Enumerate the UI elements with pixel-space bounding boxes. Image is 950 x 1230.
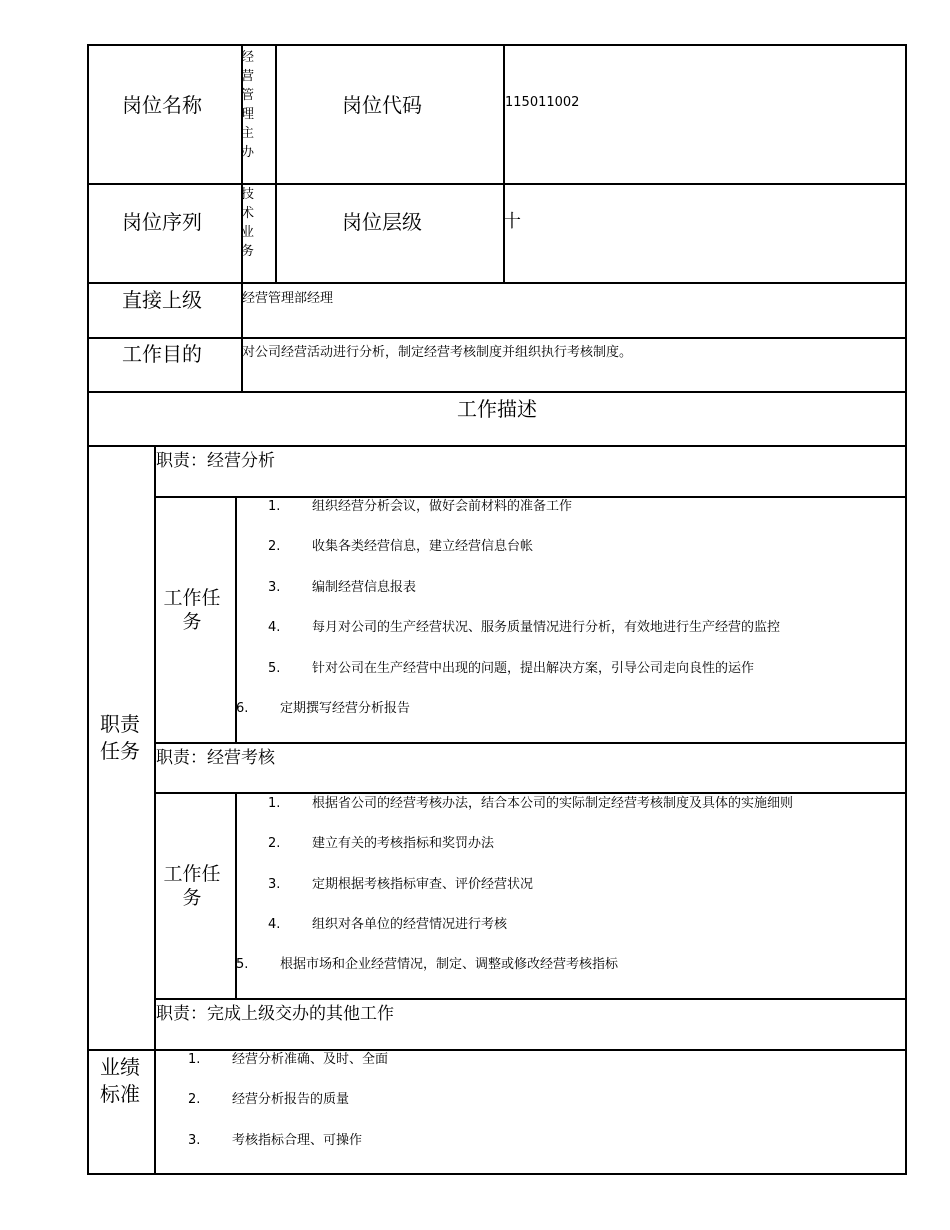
performance-label bbox=[100, 1054, 144, 1108]
task-text: 收集各类经营信息，建立经营信息台帐 bbox=[312, 539, 534, 554]
duty-1-task-1 bbox=[268, 498, 572, 516]
task-number: 6. bbox=[236, 701, 249, 716]
duty-2-task-2 bbox=[268, 835, 494, 853]
task-text: 定期根据考核指标审查、评价经营状况 bbox=[312, 877, 534, 892]
purpose-label: 工作目的 bbox=[122, 342, 202, 366]
duty-1-task-label-text: 工作任务 bbox=[163, 587, 221, 633]
duty-2-task-label bbox=[158, 862, 226, 910]
post-name-value: 经营管理主办 bbox=[241, 50, 255, 160]
task-text: 建立有关的考核指标和奖罚办法 bbox=[312, 836, 495, 851]
task-number: 2. bbox=[268, 836, 281, 851]
task-number: 1. bbox=[268, 499, 281, 514]
post-series-value: 技术业务 bbox=[241, 187, 255, 259]
task-number: 1. bbox=[268, 796, 281, 811]
task-number: 3. bbox=[268, 580, 281, 595]
col-divider bbox=[275, 45, 277, 283]
purpose-value: 对公司经营活动进行分析，制定经营考核制度并组织执行考核制度。 bbox=[242, 345, 633, 360]
task-number: 2. bbox=[268, 539, 281, 554]
col-divider bbox=[503, 45, 505, 283]
duty-2-task-4 bbox=[268, 916, 507, 934]
section-title: 工作描述 bbox=[457, 397, 537, 421]
row-divider bbox=[155, 998, 906, 1000]
task-number: 4. bbox=[268, 917, 281, 932]
item-text: 经营分析报告的质量 bbox=[232, 1092, 350, 1107]
duty-1-task-2 bbox=[268, 538, 533, 556]
superior-value: 经营管理部经理 bbox=[242, 291, 334, 306]
task-text: 每月对公司的生产经营状况、服务质量情况进行分析，有效地进行生产经营的监控 bbox=[312, 620, 781, 635]
task-text: 针对公司在生产经营中出现的问题，提出解决方案，引导公司走向良性的运作 bbox=[312, 661, 755, 676]
row-divider bbox=[155, 742, 906, 744]
duty-1-label-text: 职责：经营分析 bbox=[156, 451, 275, 471]
task-text: 编制经营信息报表 bbox=[312, 580, 417, 595]
duty-1-label bbox=[156, 451, 275, 471]
performance-item-3 bbox=[188, 1132, 362, 1150]
col-divider bbox=[154, 446, 156, 1174]
row-divider bbox=[88, 183, 906, 185]
performance-item-2 bbox=[188, 1091, 349, 1109]
post-code-label: 岗位代码 bbox=[342, 93, 422, 117]
post-name-label: 岗位名称 bbox=[122, 93, 202, 117]
item-number: 1. bbox=[188, 1052, 201, 1067]
item-text: 经营分析准确、及时、全面 bbox=[232, 1052, 389, 1067]
duty-2-task-3 bbox=[268, 876, 533, 894]
duty-side-label bbox=[100, 711, 144, 765]
duty-1-task-label bbox=[158, 586, 226, 634]
item-text: 考核指标合理、可操作 bbox=[232, 1133, 363, 1148]
performance-item-1 bbox=[188, 1051, 388, 1069]
duty-2-task-label-text: 工作任务 bbox=[163, 863, 221, 909]
row-divider bbox=[88, 282, 906, 284]
duty-1-task-6 bbox=[236, 700, 410, 718]
task-text: 根据省公司的经营考核办法，结合本公司的实际制定经营考核制度及具体的实施细则 bbox=[312, 796, 794, 811]
duty-side-label-text: 职责任务 bbox=[100, 712, 140, 763]
duty-2-task-1 bbox=[268, 795, 793, 813]
item-number: 3. bbox=[188, 1133, 201, 1148]
duty-2-label-text: 职责：经营考核 bbox=[156, 748, 275, 768]
duty-1-task-5 bbox=[268, 660, 754, 678]
duty-1-task-3 bbox=[268, 579, 416, 597]
row-divider bbox=[88, 391, 906, 393]
task-text: 定期撰写经营分析报告 bbox=[280, 701, 411, 716]
duty-2-label bbox=[156, 748, 275, 768]
post-code-value: 115011002 bbox=[505, 95, 580, 110]
other-duty-text: 职责：完成上级交办的其他工作 bbox=[156, 1004, 394, 1024]
superior-label: 直接上级 bbox=[122, 288, 202, 312]
duty-1-task-4 bbox=[268, 619, 780, 637]
row-divider bbox=[155, 792, 906, 794]
task-text: 组织经营分析会议，做好会前材料的准备工作 bbox=[312, 499, 573, 514]
duty-2-task-5 bbox=[236, 956, 618, 974]
task-number: 5. bbox=[236, 957, 249, 972]
task-text: 根据市场和企业经营情况，制定、调整或修改经营考核指标 bbox=[280, 957, 619, 972]
row-divider bbox=[88, 445, 906, 447]
post-level-value: 十 bbox=[503, 211, 521, 232]
other-duty-label bbox=[156, 1004, 394, 1024]
row-divider bbox=[88, 337, 906, 339]
item-number: 2. bbox=[188, 1092, 201, 1107]
performance-label-text: 业绩标准 bbox=[100, 1055, 140, 1106]
post-level-label: 岗位层级 bbox=[342, 210, 422, 234]
task-number: 5. bbox=[268, 661, 281, 676]
post-series-label: 岗位序列 bbox=[122, 210, 202, 234]
task-number: 4. bbox=[268, 620, 281, 635]
task-number: 3. bbox=[268, 877, 281, 892]
task-text: 组织对各单位的经营情况进行考核 bbox=[312, 917, 508, 932]
